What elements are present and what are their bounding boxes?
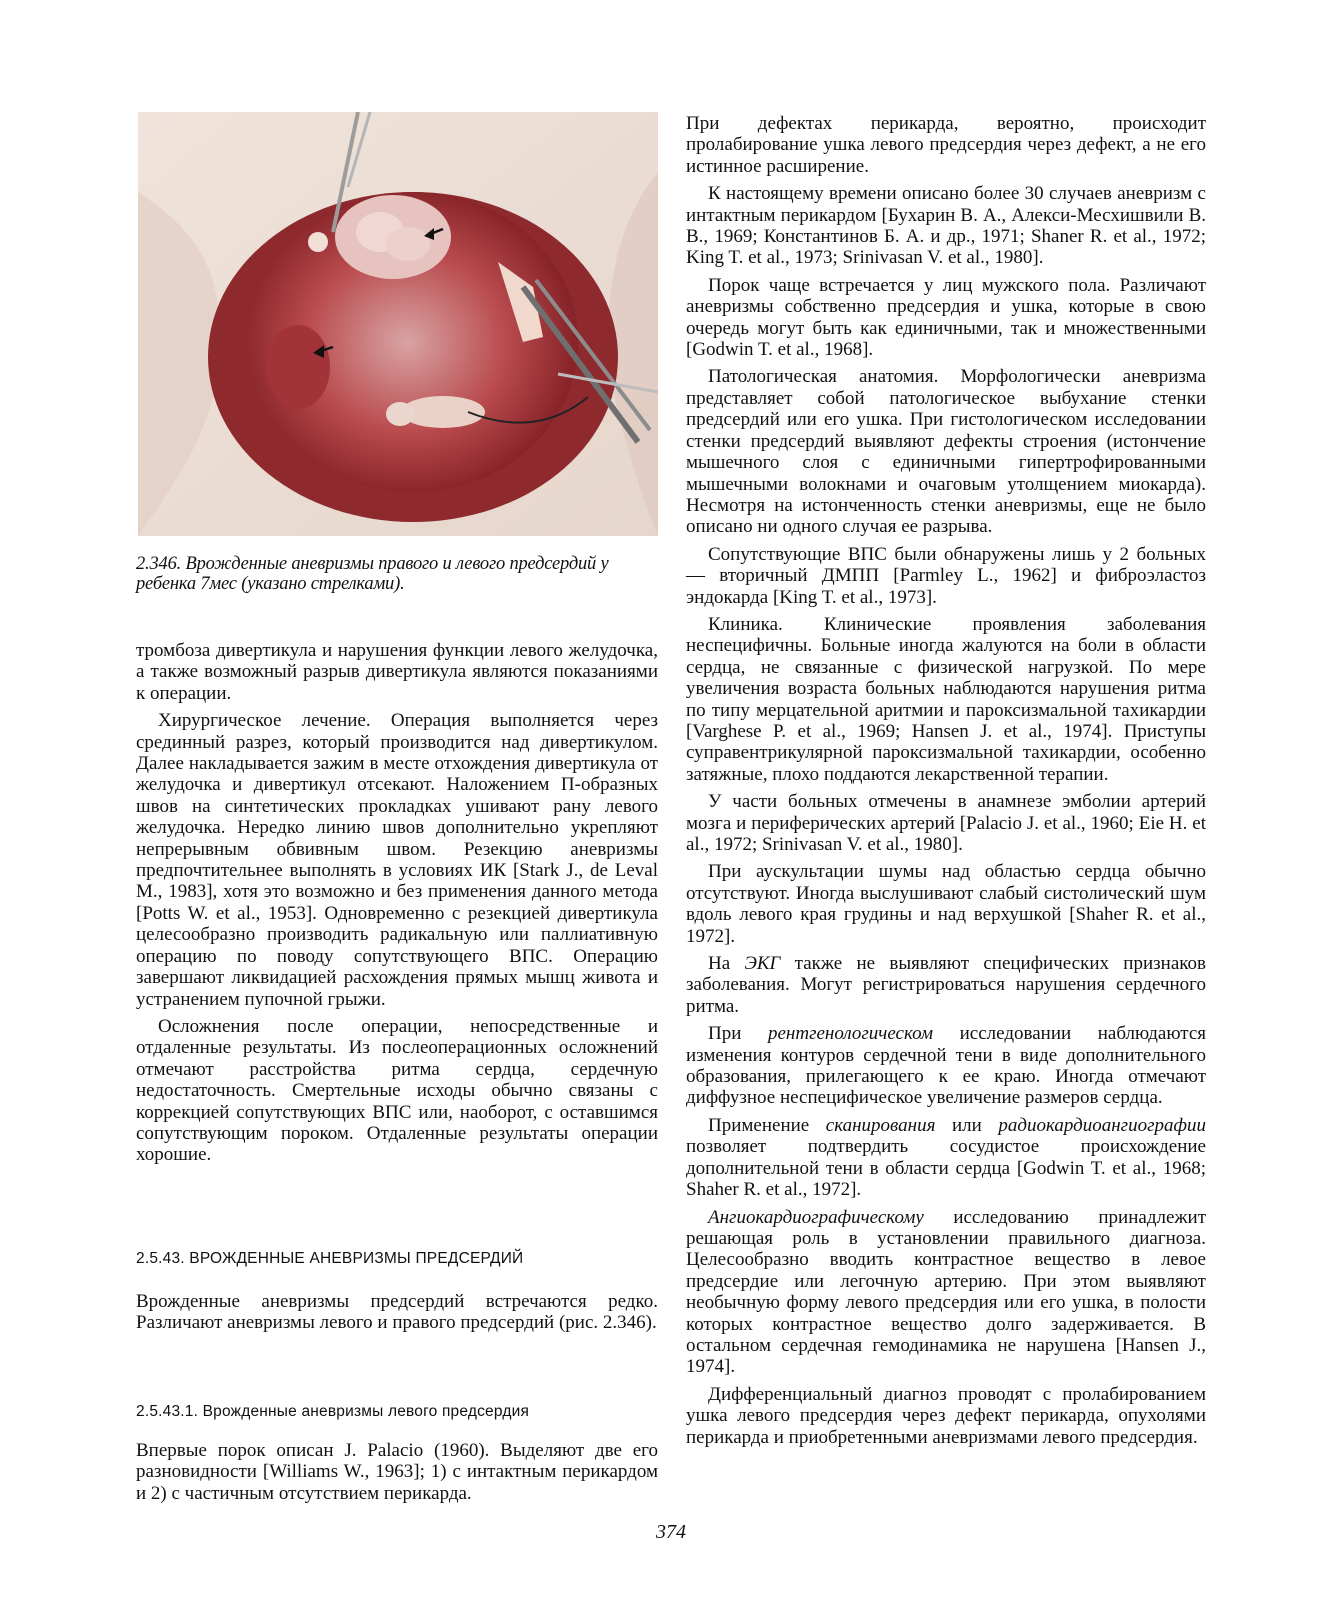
subsection-intro <box>136 1440 658 1504</box>
italic-term: ЭКГ <box>744 953 781 975</box>
page-number: 374 <box>656 1521 686 1543</box>
italic-term: сканирования <box>825 1114 936 1136</box>
paragraph <box>686 1207 1206 1378</box>
paragraph: Врожденные аневризмы предсердий встречаются редко. Различают аневризмы левого и правого предсердий (рис. 2.346). <box>136 1291 658 1334</box>
surgical-photo <box>138 112 658 536</box>
italic-term: радиокардиоангиографии <box>998 1114 1206 1136</box>
section-intro <box>136 1291 658 1334</box>
text-run: также не выявляют специфических признаков заболевания. Могут регистрироваться нарушения сердечного ритма. <box>686 953 1206 1017</box>
italic-term: рентгенологическом <box>767 1023 934 1045</box>
text-run: или <box>935 1114 999 1136</box>
paragraph: При дефектах перикарда, вероятно, происходит пролабирование ушка левого предсердия через дефект, а не его истинное расширение. <box>686 113 1206 177</box>
paragraph <box>686 1023 1206 1109</box>
paragraph <box>686 953 1206 1017</box>
text-run: При <box>708 1023 768 1045</box>
paragraph: Хирургическое лечение. Операция выполняется через срединный разрез, который производится над дивертикулом. Далее накладывается зажим в месте отхождения дивертикула от желудочка и дивертикул отсекают. Наложением П-образных швов на синтетических прокладках ушивают рану левого желудочка. Нередко линию швов дополнительно укрепляют непрерывным обвивным швом. Резекцию аневризмы предпочтительнее выполнять в условиях ИК [Stark J., de Leval M., 1983], хотя это возможно и без применения данного метода [Potts W. et al., 1953]. Одновременно с резекцией дивертикула целесообразно производить радикальную или паллиативную операцию по поводу сопутствующего ВПС. Операцию завершают ликвидацией расхождения прямых мышц живота и устранением пупочной грыжи. <box>136 710 658 1010</box>
left-column-text <box>136 640 658 1172</box>
paragraph: У части больных отмечены в анамнезе эмболии артерий мозга и периферических артерий [Palacio J. et al., 1960; Eie H. et al., 1972; Srinivasan V. et al., 1980]. <box>686 791 1206 855</box>
text-run: На <box>708 953 745 975</box>
subsection-heading: 2.5.43.1. Врожденные аневризмы левого предсердия <box>136 1403 530 1420</box>
paragraph: Патологическая анатомия. Морфологически аневризма представляет собой патологическое выбухание стенки предсердий или его ушка. При гистологическом исследовании стенки предсердий выявляют дефекты строения (истончение мышечного слоя с единичными гипертрофированными мышечными волокнами и очаговым утолщением миокарда). Несмотря на истонченность стенки аневризмы, еще не было описано ни одного случая ее разрыва. <box>686 366 1206 538</box>
paragraph: К настоящему времени описано более 30 случаев аневризм с интактным перикардом [Бухарин В. А., Алекси-Месхишвили В. В., 1969; Константинов Б. А. и др., 1971; Shaner R. et al., 1972; King T. et al., 1973; Srinivasan V. et al., 1980]. <box>686 183 1206 269</box>
paragraph: Порок чаще встречается у лиц мужского пола. Различают аневризмы собственно предсердия и ушка, которые в свою очередь могут быть как единичными, так и множественными [Godwin T. et al., 1968]. <box>686 274 1206 361</box>
right-column-text <box>686 113 1206 1454</box>
italic-term: Ангиокардиографическому <box>708 1206 924 1228</box>
caption-line-1: 2.346. Врожденные аневризмы правого и левого предсердий у <box>136 554 609 574</box>
paragraph: Осложнения после операции, непосредственные и отдаленные результаты. Из послеоперационных осложнений отмечают расстройства ритма сердца, сердечную недостаточность. Смертельные исходы обычно связаны с коррекцией сопутствующих ВПС или, наоборот, с оставшимся сопутствующим пороком. Отдаленные результаты операции хорошие. <box>136 1015 658 1166</box>
text-run: Применение <box>708 1114 826 1136</box>
paragraph: Сопутствующие ВПС были обнаружены лишь у 2 больных — вторичный ДМПП [Parmley L., 1962] и фиброэластоз эндокарда [King T. et al., 1973]. <box>686 543 1206 608</box>
figure-caption <box>136 554 706 594</box>
text-run: исследованию принадлежит решающая роль в установлении правильного диагноза. Целесообразно вводить контрастное вещество в левое предсердие или легочную артерию. При этом выявляют необычную форму левого предсердия или его ушка, в полости которых контрастное вещество долго задерживается. В остальном сердечная гемодинамика не нарушена [Hansen J., 1974]. <box>686 1206 1206 1378</box>
text-run: позволяет подтвердить сосудистое происхождение дополнительной тени в области сердца [Godwin T. et al., 1968; Shaher R. et al., 1972]. <box>686 1136 1206 1201</box>
paragraph: При аускультации шумы над областью сердца обычно отсутствуют. Иногда выслушивают слабый систолический шум вдоль левого края грудины и над верхушкой [Shaher R. et al., 1972]. <box>686 861 1206 947</box>
paragraph: Впервые порок описан J. Palacio (1960). Выделяют две его разновидности [Williams W., 1963]; 1) с интактным перикардом и 2) с частичным отсутствием перикарда. <box>136 1440 658 1504</box>
paragraph: Дифференциальный диагноз проводят с пролабированием ушка левого предсердия через дефект перикарда, опухолями перикарда и приобретенными аневризмами левого предсердия. <box>686 1383 1206 1448</box>
paragraph: тромбоза дивертикула и нарушения функции левого желудочка, а также возможный разрыв дивертикула являются показаниями к операции. <box>136 640 658 704</box>
paragraph: Клиника. Клинические проявления заболевания неспецифичны. Больные иногда жалуются на боли в области сердца, не связанные с физической нагрузкой. По мере увеличения возраста больных наблюдаются нарушения ритма по типу мерцательной аритмии и пароксизмальной тахикардии [Varghese P. et al., 1969; Hansen J. et al., 1974]. Приступы суправентрикулярной пароксизмальной тахикардии, особенно затяжные, плохо поддаются лекарственной терапии. <box>686 613 1206 785</box>
section-heading: 2.5.43. ВРОЖДЕННЫЕ АНЕВРИЗМЫ ПРЕДСЕРДИЙ <box>136 1250 524 1267</box>
paragraph <box>686 1115 1206 1201</box>
caption-line-2: ребенка 7мес (указано стрелками). <box>136 574 405 594</box>
text-run: исследовании наблюдаются изменения контуров сердечной тени в виде дополнительного образования, прилегающего к ее краю. Иногда отмечают диффузное неспецифическое увеличение размеров сердца. <box>686 1023 1207 1109</box>
